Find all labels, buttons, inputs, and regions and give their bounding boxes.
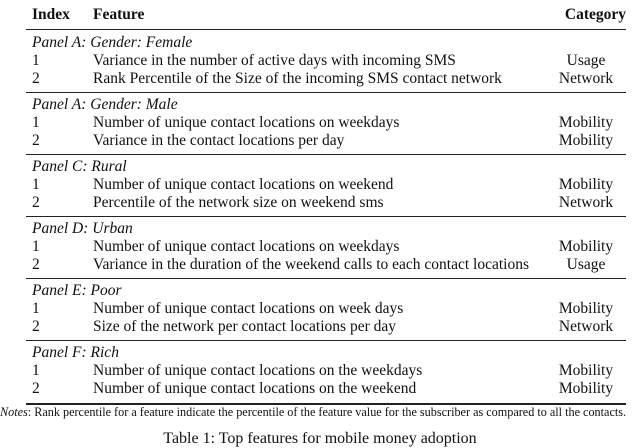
row-index: 2: [32, 70, 40, 87]
panel-title: Panel D: Urban: [32, 220, 133, 237]
row-category: Mobility: [558, 176, 614, 193]
row-category: Network: [558, 194, 614, 211]
row-feature: Number of unique contact locations on the weekdays: [93, 362, 423, 379]
row-index: 2: [32, 256, 40, 273]
row-index: 1: [32, 362, 40, 379]
row-category: Mobility: [558, 380, 614, 397]
row-index: 2: [32, 194, 40, 211]
header-category: Category: [564, 6, 626, 23]
row-feature: Percentile of the network size on weekend sms: [93, 194, 384, 211]
row-index: 1: [32, 114, 40, 131]
row-category: Network: [558, 318, 614, 335]
row-index: 1: [32, 238, 40, 255]
row-index: 2: [32, 318, 40, 335]
header-rule: [26, 29, 626, 30]
row-feature: Variance in the contact locations per day: [93, 132, 345, 149]
panel-title: Panel F: Rich: [32, 344, 119, 361]
panel-title: Panel C: Rural: [32, 158, 127, 175]
panel-rule: [26, 216, 626, 217]
row-feature: Variance in the number of active days with incoming SMS: [93, 52, 456, 69]
row-feature: Size of the network per contact locations per day: [93, 318, 396, 335]
row-feature: Variance in the duration of the weekend calls to each contact locations: [93, 256, 529, 273]
row-index: 2: [32, 380, 40, 397]
row-category: Mobility: [558, 362, 614, 379]
table-caption: Table 1: Top features for mobile money adoption: [163, 430, 477, 447]
row-feature: Number of unique contact locations on weekdays: [93, 114, 400, 131]
row-category: Network: [558, 70, 614, 87]
panel-rule: [26, 154, 626, 155]
row-category: Mobility: [558, 300, 614, 317]
row-category: Usage: [566, 256, 606, 273]
row-index: 1: [32, 52, 40, 69]
panel-rule: [26, 92, 626, 93]
row-index: 1: [32, 176, 40, 193]
row-feature: Number of unique contact locations on the weekend: [93, 380, 417, 397]
row-index: 1: [32, 300, 40, 317]
panel-title: Panel A: Gender: Female: [32, 34, 193, 51]
panel-title: Panel A: Gender: Male: [32, 96, 178, 113]
row-category: Mobility: [558, 238, 614, 255]
notes-text: : Rank percentile for a feature indicate the percentile of the feature value for the subscriber as compared to all the contacts.: [27, 405, 627, 419]
row-feature: Number of unique contact locations on weekend: [93, 176, 394, 193]
row-category: Mobility: [558, 132, 614, 149]
header-index: Index: [32, 6, 70, 23]
panel-title: Panel E: Poor: [32, 282, 122, 299]
row-category: Mobility: [558, 114, 614, 131]
header-feature: Feature: [93, 6, 145, 23]
notes-label: Notes: [0, 405, 28, 419]
row-category: Usage: [566, 52, 606, 69]
panel-rule: [26, 278, 626, 279]
row-feature: Number of unique contact locations on weekdays: [93, 238, 400, 255]
row-feature: Rank Percentile of the Size of the incoming SMS contact network: [93, 70, 502, 87]
panel-rule: [26, 340, 626, 341]
table-notes: [0, 405, 626, 420]
row-feature: Number of unique contact locations on week days: [93, 300, 404, 317]
row-index: 2: [32, 132, 40, 149]
